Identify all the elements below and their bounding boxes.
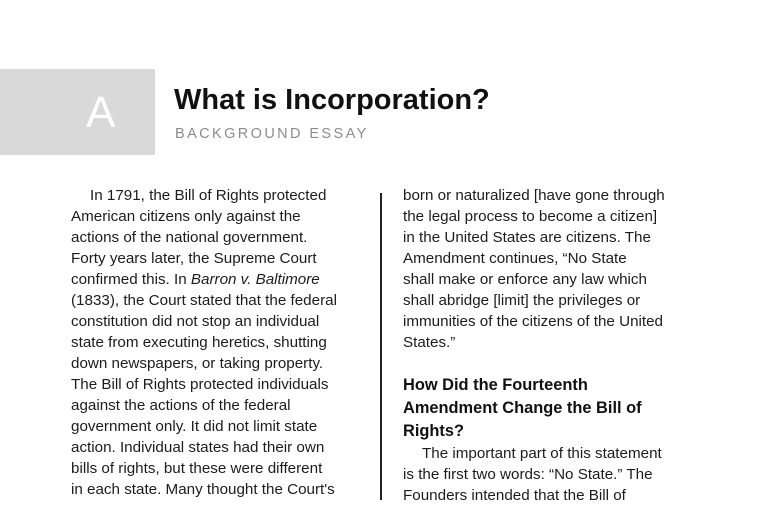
text-line: bills of rights, but these were different [71, 460, 323, 477]
text-line: shall abridge [limit] the privileges or [403, 292, 641, 309]
left-column [71, 185, 363, 500]
text-line: The Bill of Rights protected individuals [71, 376, 329, 393]
text-line: down newspapers, or taking property. [71, 355, 324, 372]
text-line: is the first two words: “No State.” The [403, 466, 653, 483]
text-line [71, 269, 363, 290]
text-line: Founders intended that the Bill of [403, 487, 626, 504]
heading-line: Amendment Change the Bill of [403, 399, 642, 417]
text-line: Amendment continues, “No State [403, 250, 627, 267]
left-paragraph-1 [71, 185, 363, 500]
section-letter-block [0, 69, 155, 155]
section-heading [403, 374, 703, 443]
text-segment: confirmed this. In [71, 271, 191, 288]
text-line: constitution did not stop an individual [71, 313, 320, 330]
right-paragraph-2 [403, 443, 703, 506]
text-line: actions of the national government. [71, 229, 308, 246]
column-divider [380, 193, 382, 500]
text-line: government only. It did not limit state [71, 418, 318, 435]
text-line: state from executing heretics, shutting [71, 334, 327, 351]
text-line: the legal process to become a citizen] [403, 208, 658, 225]
text-line: in each state. Many thought the Court's [71, 481, 335, 498]
text-line: States.” [403, 334, 456, 351]
text-line: action. Individual states had their own [71, 439, 325, 456]
right-paragraph-1 [403, 185, 703, 353]
heading-line: Rights? [403, 422, 465, 440]
text-line: against the actions of the federal [71, 397, 291, 414]
text-line: immunities of the citizens of the United [403, 313, 663, 330]
text-line: The important part of this statement [422, 445, 662, 462]
text-line: American citizens only against the [71, 208, 301, 225]
case-name: Barron v. Baltimore [190, 271, 320, 288]
text-line: (1833), the Court stated that the federal [71, 292, 337, 309]
section-letter: A [86, 88, 116, 137]
page-subtitle: BACKGROUND ESSAY [175, 126, 369, 142]
text-line: In 1791, the Bill of Rights protected [90, 187, 327, 204]
text-line: Forty years later, the Supreme Court [71, 250, 317, 267]
page-title: What is Incorporation? [174, 84, 490, 116]
text-line: in the United States are citizens. The [403, 229, 651, 246]
text-line: shall make or enforce any law which [403, 271, 647, 288]
right-column [403, 185, 703, 506]
text-line: born or naturalized [have gone through [403, 187, 665, 204]
heading-line: How Did the Fourteenth [403, 376, 588, 394]
